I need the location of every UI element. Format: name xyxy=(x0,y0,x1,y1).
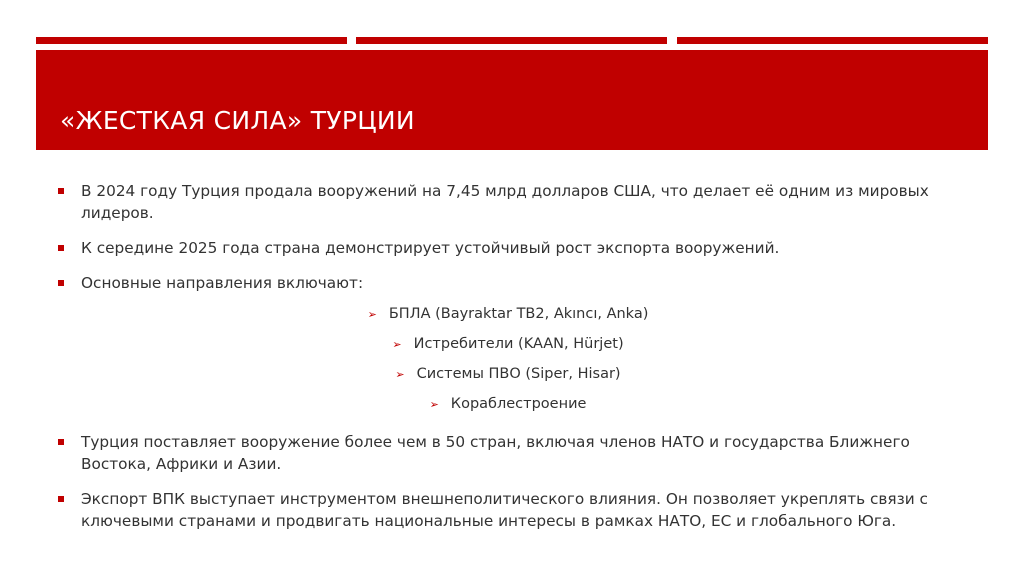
arrow-bullet-icon: ➢ xyxy=(395,368,405,381)
slide-body xyxy=(58,180,958,545)
title-banner xyxy=(36,50,988,150)
bullet-item xyxy=(58,272,958,294)
arrow-bullet-icon: ➢ xyxy=(392,338,402,351)
square-bullet-icon xyxy=(58,439,64,445)
bullet-item xyxy=(58,180,958,224)
bullet-item xyxy=(58,488,958,532)
bullet-text: Экспорт ВПК выступает инструментом внешнеполитического влияния. Он позволяет укреплять связи с ключевыми странами и продвигать национальные интересы в рамках НАТО, ЕС и глобального Юга. xyxy=(81,490,928,530)
square-bullet-icon xyxy=(58,280,64,286)
sub-item xyxy=(58,333,958,363)
bullet-text: Основные направления включают: xyxy=(81,274,364,292)
decor-bar-2 xyxy=(356,37,667,44)
sub-item xyxy=(58,393,958,423)
sub-item-text: Кораблестроение xyxy=(450,396,587,412)
bullet-text: Турция поставляет вооружение более чем в 50 стран, включая членов НАТО и государства Ближнего Востока, Африки и Азии. xyxy=(81,433,910,473)
sub-item-text: Истребители (KAAN, Hürjet) xyxy=(413,336,624,352)
bullet-item xyxy=(58,431,958,475)
bullet-text: К середине 2025 года страна демонстрирует устойчивый рост экспорта вооружений. xyxy=(81,239,780,257)
sub-item-text: Системы ПВО (Siper, Hisar) xyxy=(416,366,621,382)
bullet-item xyxy=(58,237,958,259)
square-bullet-icon xyxy=(58,245,64,251)
decor-bar-1 xyxy=(36,37,347,44)
sub-item-text: БПЛА (Bayraktar TB2, Akıncı, Anka) xyxy=(388,306,649,322)
sub-list xyxy=(58,303,958,423)
decor-bar-3 xyxy=(677,37,988,44)
slide-title: «ЖЕСТКАЯ СИЛА» ТУРЦИИ xyxy=(60,106,415,135)
sub-item xyxy=(58,303,958,333)
arrow-bullet-icon: ➢ xyxy=(429,398,439,411)
square-bullet-icon xyxy=(58,188,64,194)
square-bullet-icon xyxy=(58,496,64,502)
bullet-text: В 2024 году Турция продала вооружений на 7,45 млрд долларов США, что делает её одним из мировых лидеров. xyxy=(81,182,929,222)
arrow-bullet-icon: ➢ xyxy=(367,308,377,321)
sub-item xyxy=(58,363,958,393)
